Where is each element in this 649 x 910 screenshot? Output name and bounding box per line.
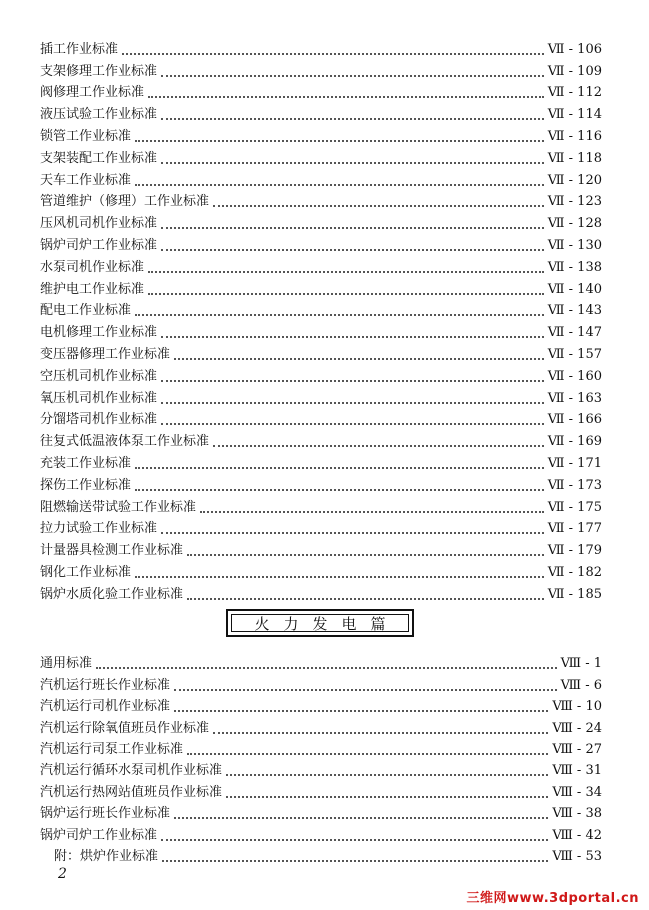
toc-entry-page: Ⅷ - 10 (552, 699, 602, 715)
toc-list-part2 (40, 651, 602, 865)
dot-leader (135, 183, 544, 186)
section-heading-text: 火力发电篇 (254, 614, 400, 633)
toc-entry-title: 天车工作业标准 (40, 172, 132, 188)
dot-leader (187, 752, 548, 755)
toc-entry (40, 672, 602, 693)
toc-entry (40, 123, 602, 145)
toc-entry (40, 694, 602, 715)
toc-list-part1 (40, 36, 602, 603)
toc-entry-title: 附：烘炉作业标准 (54, 848, 159, 864)
toc-entry-page: Ⅶ - 173 (547, 477, 602, 493)
toc-entry-title: 阀修理工作业标准 (40, 85, 145, 101)
toc-entry-page: Ⅷ - 6 (560, 677, 602, 693)
toc-entry-title: 氧压机司机作业标准 (40, 390, 158, 406)
toc-entry-page: Ⅶ - 138 (547, 259, 602, 275)
toc-entry (40, 167, 602, 189)
toc-entry-title: 通用标准 (40, 656, 93, 672)
toc-entry-page: Ⅷ - 38 (552, 806, 602, 822)
toc-entry (40, 715, 602, 736)
toc-entry-page: Ⅶ - 140 (547, 281, 602, 297)
dot-leader (135, 139, 544, 142)
dot-leader (135, 488, 544, 491)
toc-entry-page: Ⅶ - 171 (547, 455, 602, 471)
toc-entry-title: 空压机司机作业标准 (40, 368, 158, 384)
toc-entry-title: 锅炉运行班长作业标准 (40, 806, 171, 822)
toc-entry (40, 822, 602, 843)
toc-entry-title: 汽机运行司机作业标准 (40, 699, 171, 715)
toc-entry-page: Ⅶ - 128 (547, 216, 602, 232)
toc-entry-title: 拉力试验工作业标准 (40, 521, 158, 537)
toc-entry (40, 189, 602, 211)
toc-entry (40, 801, 602, 822)
dot-leader (135, 466, 544, 469)
dot-leader (200, 510, 544, 513)
toc-entry-page: Ⅶ - 160 (547, 368, 602, 384)
toc-entry (40, 385, 602, 407)
dot-leader (161, 335, 544, 338)
toc-entry-title: 锅炉司炉工作业标准 (40, 827, 158, 843)
toc-entry-title: 汽机运行热网站值班员作业标准 (40, 784, 223, 800)
toc-entry-title: 汽机运行司泵工作业标准 (40, 741, 184, 757)
toc-entry-title: 电机修理工作业标准 (40, 325, 158, 341)
dot-leader (135, 575, 544, 578)
toc-entry-page: Ⅷ - 1 (560, 656, 602, 672)
toc-entry-title: 探伤工作业标准 (40, 477, 132, 493)
toc-entry-page: Ⅶ - 118 (547, 150, 602, 166)
toc-entry-title: 压风机司机作业标准 (40, 216, 158, 232)
toc-entry (40, 363, 602, 385)
dot-leader (187, 597, 544, 600)
toc-entry (40, 472, 602, 494)
toc-entry-title: 钢化工作业标准 (40, 564, 132, 580)
toc-entry-page: Ⅷ - 27 (552, 741, 602, 757)
toc-entry-page: Ⅶ - 157 (547, 346, 602, 362)
dot-leader (148, 95, 544, 98)
toc-entry-page: Ⅶ - 109 (547, 63, 602, 79)
toc-entry (40, 341, 602, 363)
dot-leader (213, 204, 544, 207)
toc-entry-page: Ⅶ - 179 (547, 543, 602, 559)
dot-leader (161, 226, 544, 229)
dot-leader (161, 531, 544, 534)
dot-leader (226, 795, 548, 798)
dot-leader (162, 859, 548, 862)
toc-entry (40, 101, 602, 123)
toc-entry (40, 428, 602, 450)
toc-entry-page: Ⅶ - 166 (547, 412, 602, 428)
toc-entry-page: Ⅷ - 34 (552, 784, 602, 800)
dot-leader (174, 709, 548, 712)
toc-entry-page: Ⅶ - 169 (547, 434, 602, 450)
toc-entry-page: Ⅶ - 143 (547, 303, 602, 319)
toc-entry (40, 779, 602, 800)
toc-entry-page: Ⅶ - 123 (547, 194, 602, 210)
toc-entry-title: 锅炉水质化验工作业标准 (40, 586, 184, 602)
section-heading-thermal-power (226, 609, 414, 637)
toc-entry-page: Ⅷ - 53 (552, 848, 602, 864)
toc-entry-page: Ⅶ - 175 (547, 499, 602, 515)
dot-leader (161, 379, 544, 382)
toc-entry (40, 450, 602, 472)
dot-leader (174, 688, 557, 691)
dot-leader (161, 422, 544, 425)
toc-entry-title: 锅炉司炉工作业标准 (40, 237, 158, 253)
dot-leader (174, 816, 548, 819)
toc-entry-title: 支架装配工作业标准 (40, 150, 158, 166)
toc-entry (40, 319, 602, 341)
toc-entry-page: Ⅶ - 130 (547, 237, 602, 253)
toc-entry-title: 分馏塔司机作业标准 (40, 412, 158, 428)
toc-entry-title: 维护电工作业标准 (40, 281, 145, 297)
toc-entry-page: Ⅶ - 185 (547, 586, 602, 602)
page-number: 2 (58, 866, 67, 882)
toc-entry-page: Ⅶ - 120 (547, 172, 602, 188)
toc-entry (40, 407, 602, 429)
toc-entry-page: Ⅶ - 114 (547, 107, 602, 123)
toc-entry (40, 254, 602, 276)
dot-leader (148, 270, 544, 273)
toc-entry (40, 844, 602, 865)
dot-leader (187, 553, 544, 556)
toc-entry (40, 516, 602, 538)
toc-entry-title: 汽机运行班长作业标准 (40, 677, 171, 693)
toc-entry (40, 758, 602, 779)
dot-leader (161, 74, 544, 77)
toc-entry (40, 737, 602, 758)
toc-entry-page: Ⅶ - 106 (547, 41, 602, 57)
toc-entry-page: Ⅷ - 24 (552, 720, 602, 736)
toc-entry-page: Ⅶ - 177 (547, 521, 602, 537)
toc-entry (40, 58, 602, 80)
toc-entry-title: 充装工作业标准 (40, 455, 132, 471)
toc-entry-title: 往复式低温液体泵工作业标准 (40, 434, 210, 450)
dot-leader (174, 357, 544, 360)
toc-entry-title: 管道维护（修理）工作业标准 (40, 194, 210, 210)
dot-leader (148, 292, 544, 295)
dot-leader (161, 838, 548, 841)
dot-leader (96, 666, 557, 669)
toc-entry (40, 298, 602, 320)
dot-leader (213, 731, 548, 734)
toc-entry-page: Ⅶ - 182 (547, 564, 602, 580)
toc-entry-title: 水泵司机作业标准 (40, 259, 145, 275)
dot-leader (135, 313, 544, 316)
dot-leader (161, 161, 544, 164)
toc-entry-title: 支架修理工作业标准 (40, 63, 158, 79)
dot-leader (213, 444, 544, 447)
toc-entry-title: 锁管工作业标准 (40, 128, 132, 144)
toc-entry-title: 汽机运行除氧值班员作业标准 (40, 720, 210, 736)
dot-leader (122, 52, 544, 55)
toc-entry (40, 276, 602, 298)
toc-entry-page: Ⅶ - 112 (547, 85, 602, 101)
toc-entry-page: Ⅶ - 116 (547, 128, 602, 144)
toc-entry-title: 计量器具检测工作业标准 (40, 543, 184, 559)
toc-entry-page: Ⅶ - 163 (547, 390, 602, 406)
dot-leader (161, 117, 544, 120)
toc-entry (40, 651, 602, 672)
watermark-logo: 三维网www.3dportal.cn (466, 891, 639, 906)
toc-entry (40, 210, 602, 232)
toc-entry (40, 494, 602, 516)
toc-entry (40, 581, 602, 603)
toc-entry-page: Ⅶ - 147 (547, 325, 602, 341)
toc-entry-title: 汽机运行循环水泵司机作业标准 (40, 763, 223, 779)
dot-leader (161, 248, 544, 251)
toc-entry (40, 80, 602, 102)
toc-entry (40, 559, 602, 581)
toc-entry (40, 537, 602, 559)
toc-entry-page: Ⅷ - 31 (552, 763, 602, 779)
dot-leader (161, 401, 544, 404)
toc-entry (40, 145, 602, 167)
toc-entry-title: 配电工作业标准 (40, 303, 132, 319)
toc-entry (40, 36, 602, 58)
dot-leader (226, 773, 548, 776)
toc-entry-page: Ⅷ - 42 (552, 827, 602, 843)
toc-entry-title: 液压试验工作业标准 (40, 107, 158, 123)
toc-entry-title: 阻燃输送带试验工作业标准 (40, 499, 197, 515)
toc-entry-title: 插工作业标准 (40, 41, 119, 57)
toc-entry (40, 232, 602, 254)
toc-entry-title: 变压器修理工作业标准 (40, 346, 171, 362)
